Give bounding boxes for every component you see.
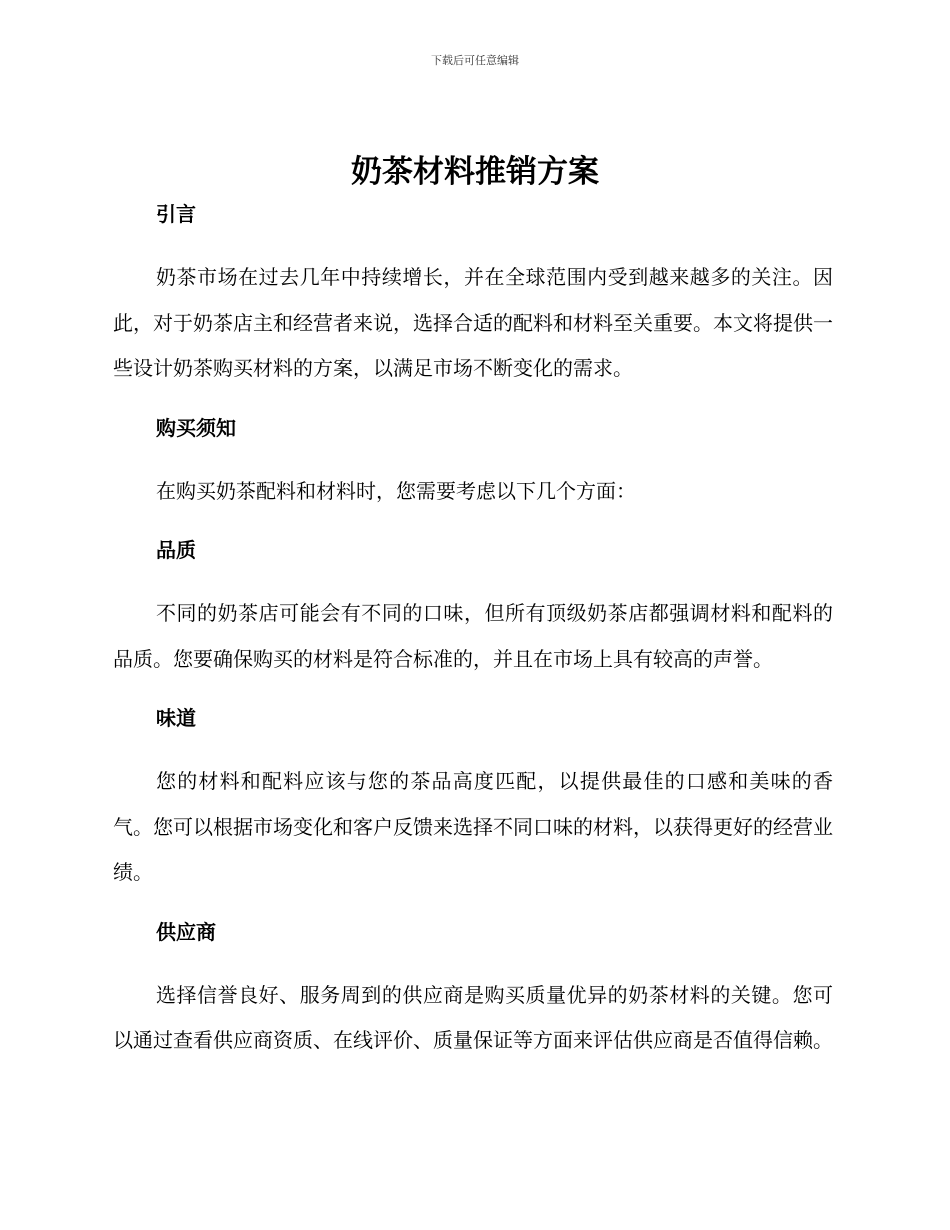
section-paragraph-introduction: 奶茶市场在过去几年中持续增长，并在全球范围内受到越来越多的关注。因此，对于奶茶店主和经营者来说，选择合适的配料和材料至关重要。本文将提供一些设计奶茶购买材料的方案，以满足市场不断变化的需求。 <box>113 265 833 380</box>
page-header-note: 下载后可任意编辑 <box>431 54 519 67</box>
section-paragraph-supplier: 选择信誉良好、服务周到的供应商是购买质量优异的奶茶材料的关键。您可以通过查看供应商资质、在线评价、质量保证等方面来评估供应商是否值得信赖。 <box>113 982 833 1052</box>
section-heading-purchase-notes: 购买须知 <box>156 415 236 440</box>
section-heading-quality: 品质 <box>156 538 196 562</box>
section-heading-taste: 味道 <box>156 706 196 730</box>
document-body <box>113 200 833 1064</box>
section-heading-supplier: 供应商 <box>156 919 216 944</box>
section-paragraph-quality: 不同的奶茶店可能会有不同的口味，但所有顶级奶茶店都强调材料和配料的品质。您要确保购买的材料是符合标准的，并且在市场上具有较高的声誉。 <box>113 601 833 671</box>
section-paragraph-purchase-notes: 在购买奶茶配料和材料时，您需要考虑以下几个方面： <box>156 478 636 503</box>
document-title: 奶茶材料推销方案 <box>351 154 599 190</box>
section-heading-introduction: 引言 <box>156 202 196 226</box>
section-paragraph-taste: 您的材料和配料应该与您的茶品高度匹配，以提供最佳的口感和美味的香气。您可以根据市场变化和客户反馈来选择不同口味的材料，以获得更好的经营业绩。 <box>113 769 833 884</box>
